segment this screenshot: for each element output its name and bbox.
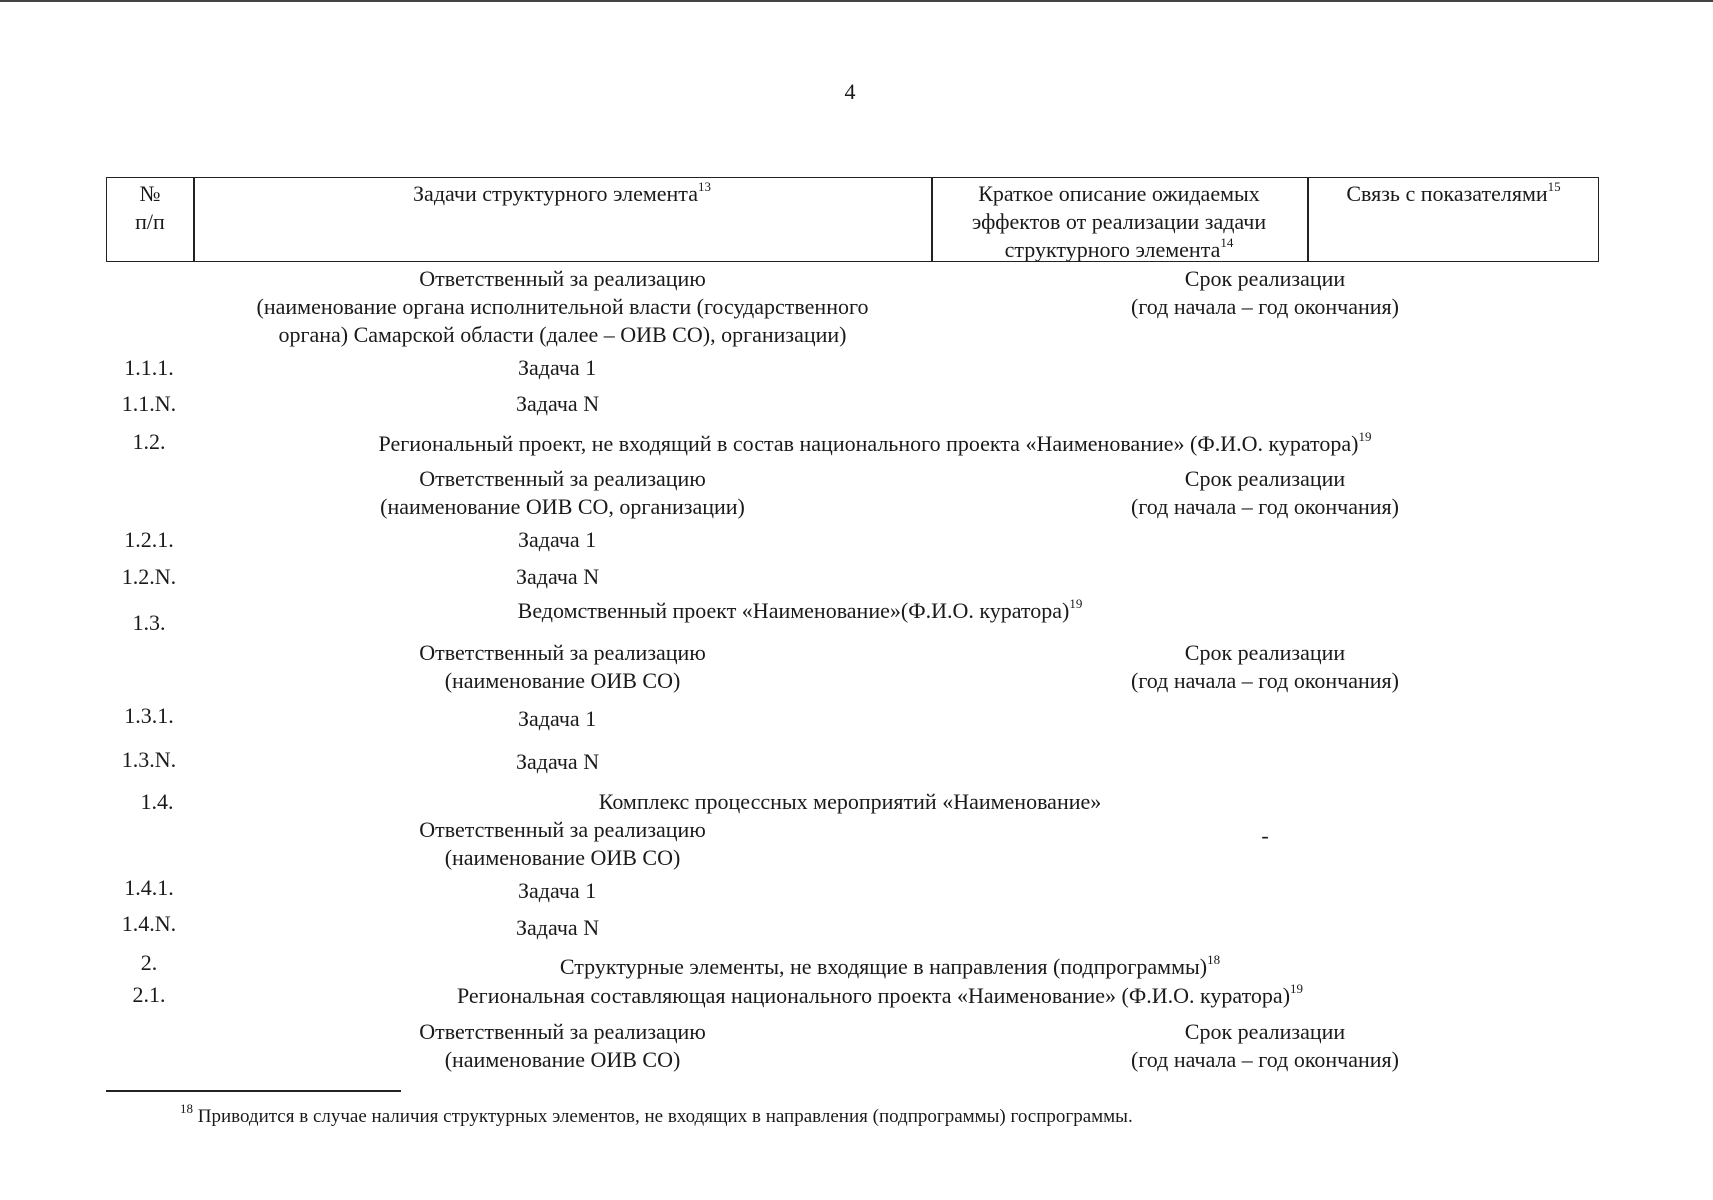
row-number: 1.3.N. [121, 747, 177, 772]
term-block [1080, 265, 1450, 321]
responsible-desc: (наименование органа исполнительной власти (государственного [256, 294, 869, 319]
term-dash: - [1261, 823, 1269, 848]
header-col-effects [931, 180, 1307, 264]
responsible-block [200, 265, 925, 349]
term-label: Срок реализации [1184, 1019, 1346, 1044]
task-item: Задача N [516, 915, 600, 940]
section-title-text: Ведомственный проект «Наименование»(Ф.И.О. куратора) [517, 598, 1070, 623]
section-title [500, 597, 1100, 625]
footnote-ref: 15 [1547, 178, 1561, 194]
section-title [300, 430, 1450, 458]
term-desc: (год начала – год окончания) [1131, 668, 1399, 693]
header-col-tasks-label: Задачи структурного элемента [413, 181, 698, 206]
term-desc: (год начала – год окончания) [1131, 294, 1399, 319]
term-desc: (год начала – год окончания) [1131, 1047, 1399, 1072]
responsible-block [200, 1018, 925, 1074]
footnote-ref: 19 [1358, 428, 1372, 444]
task-item: Задача N [516, 564, 600, 589]
top-border-line [0, 0, 1713, 2]
responsible-desc: (наименование ОИВ СО) [444, 845, 681, 870]
footnote-ref: 14 [1220, 234, 1234, 250]
responsible-label: Ответственный за реализацию [419, 266, 706, 291]
section-title-text: Региональная составляющая национального проекта «Наименование» (Ф.И.О. куратора) [456, 983, 1291, 1008]
footnote-number: 18 [180, 1100, 193, 1116]
header-col-effects-line: структурного элемента [1004, 237, 1221, 262]
footnote-ref: 18 [1207, 951, 1221, 967]
header-col-link [1307, 180, 1600, 208]
responsible-desc: (наименование ОИВ СО) [444, 1047, 681, 1072]
row-number: 2.1. [132, 982, 166, 1007]
responsible-label: Ответственный за реализацию [419, 640, 706, 665]
row-number: 1.4.N. [121, 911, 177, 936]
task-item: Задача 1 [518, 527, 597, 552]
responsible-desc: органа) Самарской области (далее – ОИВ СО), организации) [278, 322, 847, 347]
section-title [380, 982, 1380, 1010]
responsible-block [200, 465, 925, 521]
task-item: Задача 1 [518, 706, 597, 731]
header-col-num [107, 180, 193, 236]
header-col-effects-line: эффектов от реализации задачи [971, 209, 1267, 234]
task-item: Задача 1 [518, 355, 597, 380]
term-label: Срок реализации [1184, 640, 1346, 665]
row-number: 1.2.N. [121, 564, 177, 589]
header-col-tasks [193, 180, 931, 208]
section-title [500, 953, 1280, 981]
term-desc: (год начала – год окончания) [1131, 494, 1399, 519]
section-title-text: Структурные элементы, не входящие в направления (подпрограммы) [559, 954, 1208, 979]
row-number: 1.2.1. [124, 527, 174, 552]
responsible-desc: (наименование ОИВ СО) [444, 668, 681, 693]
task-item: Задача 1 [518, 878, 597, 903]
footnote-ref: 19 [1290, 980, 1304, 996]
footnote-rule [106, 1090, 401, 1092]
footnote-ref: 19 [1069, 595, 1083, 611]
footnote [180, 1100, 1133, 1131]
task-item: Задача N [516, 749, 600, 774]
responsible-desc: (наименование ОИВ СО, организации) [380, 494, 745, 519]
term-block [1080, 465, 1450, 521]
header-col-link-label: Связь с показателями [1346, 181, 1548, 206]
responsible-label: Ответственный за реализацию [419, 817, 706, 842]
footnote-ref: 13 [697, 178, 711, 194]
footnote-text: Приводится в случае наличия структурных элементов, не входящих в направления (подпрограммы) госпрограммы. [197, 1106, 1133, 1127]
row-number: 1.4. [140, 789, 174, 814]
row-number: 1.2. [132, 429, 166, 454]
section-title-text: Региональный проект, не входящий в состав национального проекта «Наименование» (Ф.И.О. куратора) [378, 431, 1359, 456]
term-block [1080, 639, 1450, 695]
row-number: 1.4.1. [124, 875, 174, 900]
row-number: 1.1.N. [121, 391, 177, 416]
responsible-block [200, 639, 925, 695]
header-col-num-sub: п/п [135, 209, 165, 234]
header-col-num-label: № [139, 181, 161, 206]
responsible-label: Ответственный за реализацию [419, 466, 706, 491]
term-label: Срок реализации [1184, 266, 1346, 291]
row-number: 1.1.1. [124, 355, 174, 380]
row-number: 2. [140, 950, 158, 975]
term-block [1080, 1018, 1450, 1074]
task-item: Задача N [516, 391, 600, 416]
responsible-block [200, 816, 925, 872]
page-number: 4 [844, 79, 856, 104]
row-number: 1.3. [132, 610, 166, 635]
term-label: Срок реализации [1184, 466, 1346, 491]
responsible-label: Ответственный за реализацию [419, 1019, 706, 1044]
section-title: Комплекс процессных мероприятий «Наименование» [598, 789, 1102, 814]
header-col-effects-line: Краткое описание ожидаемых [978, 181, 1260, 206]
row-number: 1.3.1. [124, 703, 174, 728]
header-table [106, 177, 1599, 262]
